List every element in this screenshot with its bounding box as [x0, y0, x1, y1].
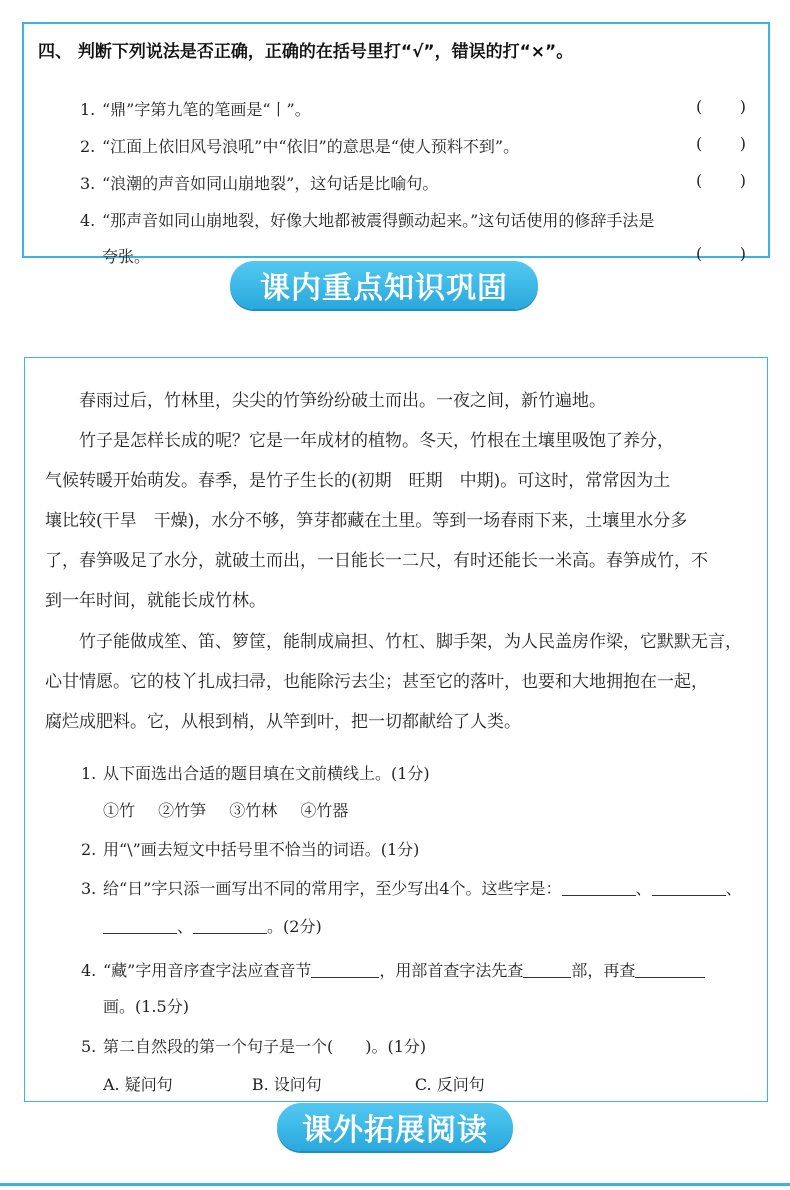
answer-paren-4[interactable]: ( ) [696, 244, 746, 263]
answer-paren-3[interactable]: ( ) [696, 171, 746, 190]
question-1: 1. 从下面选出合适的题目填在文前横线上。(1分) [81, 764, 430, 783]
judgement-item-2: 2. “江面上依旧风号浪吼”中“依旧”的意思是“使人预料不到”。 [80, 137, 520, 156]
answer-blank-radical[interactable] [523, 959, 571, 978]
answer-paren-1[interactable]: ( ) [696, 97, 746, 116]
question-1-options [103, 798, 348, 821]
option-c[interactable]: C. 反问句 [414, 1075, 485, 1094]
option-2[interactable]: ②竹笋 [158, 801, 207, 820]
judgement-section [22, 22, 770, 266]
judgement-item-4: 4. “那声音如同山崩地裂，好像大地都被震得颤动起来。”这句话使用的修辞手法是 [80, 211, 655, 230]
paragraph-2: 竹子是怎样长成的呢？它是一年成材的植物。冬天，竹根在土壤里吸饱了养分， 气候转暖开始萌发。春季，是竹子生长的(初期 旺期 中期)。可这时，常常因为土 壤比较(干旱 干燥)，水分不够，笋芽都藏在土里。等到一场春雨下来，土壤里水分多 了，春笋吸足了水分，就破土而出，一日能长一二尺，有时还能长一米高。春笋成竹，不 到一年时间，就能长成竹林。 [45, 431, 708, 611]
question-3: 3. 给“日”字只添一画写出不同的常用字，至少写出4个。这些字是： 、 、 [81, 879, 742, 898]
question-2: 2. 用“\”画去短文中括号里不恰当的词语。(1分) [81, 840, 420, 859]
question-4-cont: 画。(1.5分) [103, 997, 189, 1016]
question-5-options [103, 1072, 485, 1095]
section-banner-in-class: 课内重点知识巩固 [230, 261, 538, 309]
question-3-cont: 、 。(2分) [103, 914, 322, 937]
question-5: 5. 第二自然段的第一个句子是一个( )。(1分) [81, 1037, 427, 1056]
answer-blank-strokes[interactable] [635, 959, 705, 978]
answer-blank-3[interactable] [103, 915, 177, 934]
answer-paren-2[interactable]: ( ) [696, 134, 746, 153]
page-divider [0, 1183, 790, 1186]
answer-blank-4[interactable] [193, 915, 267, 934]
option-4[interactable]: ④竹器 [300, 801, 349, 820]
option-b[interactable]: B. 设问句 [251, 1075, 322, 1094]
answer-blank-1[interactable] [562, 877, 636, 896]
section-heading: 四、 判断下列说法是否正确，正确的在括号里打“√”，错误的打“×”。 [38, 42, 574, 62]
section-banner-extracurricular: 课外拓展阅读 [277, 1103, 513, 1151]
option-1[interactable]: ①竹 [103, 801, 136, 820]
paragraph-1: 春雨过后，竹林里，尖尖的竹笋纷纷破土而出。一夜之间，新竹遍地。 [79, 391, 606, 411]
reading-section [24, 357, 768, 1102]
judgement-item-4-cont: 夸张。 [102, 247, 151, 266]
judgement-item-1: 1. “鼎”字第九笔的笔画是“丨”。 [80, 100, 311, 119]
answer-blank-2[interactable] [652, 877, 726, 896]
option-3[interactable]: ③竹林 [229, 801, 278, 820]
question-4: 4. “藏”字用音序查字法应查音节 ，用部首查字法先查 部，再查 [81, 958, 705, 981]
paragraph-3: 竹子能做成笙、笛、箩筐，能制成扁担、竹杠、脚手架，为人民盖房作梁，它默默无言， 心甘情愿。它的枝丫扎成扫帚，也能除污去尘；甚至它的落叶，也要和大地拥抱在一起， 腐烂成肥料。它，从根到梢，从竿到叶，把一切都献给了人类。 [45, 632, 742, 732]
option-a[interactable]: A. 疑问句 [103, 1075, 173, 1094]
judgement-item-3: 3. “浪潮的声音如同山崩地裂”，这句话是比喻句。 [80, 174, 439, 193]
answer-blank-syllable[interactable] [311, 959, 379, 978]
